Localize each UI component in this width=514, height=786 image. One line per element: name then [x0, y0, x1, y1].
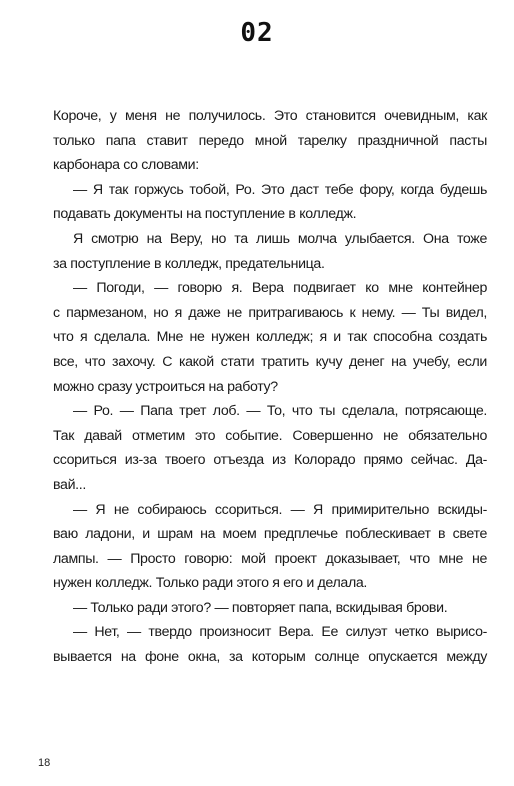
text-line: карбонара со словами:	[53, 157, 199, 174]
text-line: — Только ради этого? — повторяет папа, вскидывая брови.	[73, 599, 448, 616]
text-line: вай...	[53, 476, 86, 493]
text-line: что я сделала. Мне не нужен колледж; я и так способна создать	[53, 329, 487, 346]
text-line: — Погоди, — говорю я. Вера подвигает ко мне контейнер	[73, 280, 487, 297]
text-line: — Я не собираюсь ссориться. — Я примирительно вскиды-	[73, 501, 487, 518]
page-number: 18	[38, 757, 51, 769]
text-line: подавать документы на поступление в колледж.	[53, 206, 357, 223]
text-line: вывается на фоне окна, за которым солнце опускается между	[53, 649, 487, 666]
text-line: — Я так горжусь тобой, Ро. Это даст тебе фору, когда будешь	[73, 181, 487, 198]
text-line: Так давай отметим это событие. Совершенно не обязательно	[53, 427, 487, 444]
text-line: — Ро. — Папа трет лоб. — То, что ты сделала, потрясающе.	[73, 403, 487, 420]
text-line: только папа ставит передо мной тарелку праздничной пасты	[53, 132, 487, 149]
text-line: за поступление в колледж, предательница.	[53, 255, 325, 272]
text-line: Короче, у меня не получилось. Это становится очевидным, как	[53, 108, 487, 124]
text-line: нужен колледж. Только ради этого я его и делала.	[53, 575, 368, 592]
chapter-number: 02	[240, 18, 274, 48]
text-line: лампы. — Просто говорю: мой проект доказывает, что мне не	[53, 550, 487, 567]
text-line: Я смотрю на Веру, но та лишь молча улыбается. Она тоже	[73, 230, 487, 247]
text-line: все, что захочу. С какой стати тратить кучу денег на учебу, если	[53, 353, 487, 370]
text-line: ссориться из-за твоего отъезда из Колорадо прямо сейчас. Да-	[53, 452, 487, 469]
text-line: можно сразу устроиться на работу?	[53, 378, 278, 395]
text-line: ваю ладони, и шрам на моем предплечье поблескивает в свете	[53, 526, 487, 543]
page-body-text	[53, 104, 487, 670]
text-line: — Нет, — твердо произносит Вера. Ее силуэт четко вырисо-	[73, 624, 487, 641]
text-line: с пармезаном, но я даже не притрагиваюсь к нему. — Ты видел,	[53, 304, 487, 321]
